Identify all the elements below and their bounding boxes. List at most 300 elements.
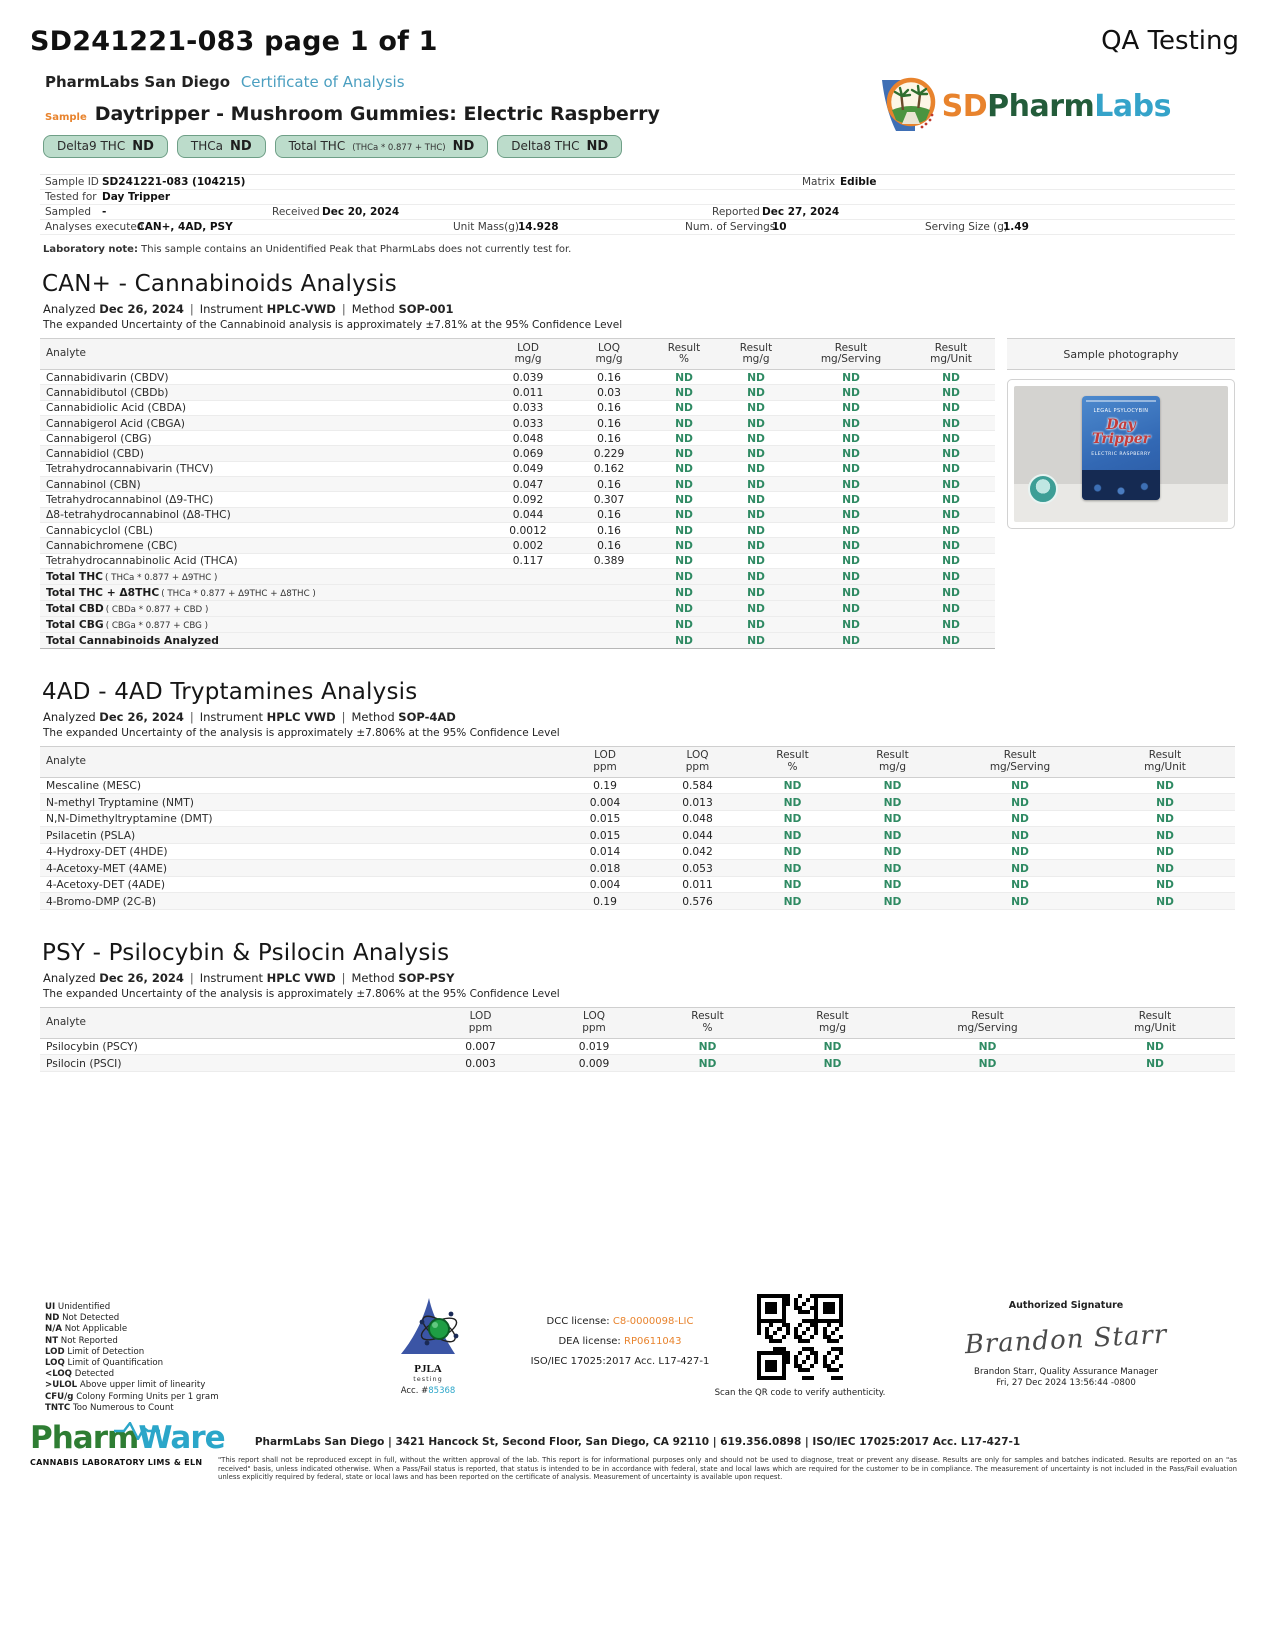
analyzed-label: Analyzed	[43, 709, 96, 724]
analyte-cell: 4-Hydroxy-DET (4HDE)	[46, 845, 168, 859]
lod-cell: 0.0012	[509, 523, 547, 537]
dea-license: DEA license: RP0611043	[558, 1336, 682, 1347]
dcc-license: DCC license: C8-0000098-LIC	[546, 1316, 694, 1327]
servings-label: Num. of Servings	[685, 221, 776, 233]
result-mgg-cell: ND	[883, 779, 902, 793]
analyte-cell: Cannabichromene (CBC)	[46, 538, 178, 552]
total-name-cell: Total CBG ( CBGa * 0.877 + CBG )	[46, 617, 209, 631]
result-mgg-cell: ND	[747, 585, 765, 599]
analyzed-value: Dec 26, 2024	[99, 302, 184, 316]
total-row	[40, 633, 995, 649]
result-mgg-cell: ND	[747, 633, 765, 647]
loq-cell: 0.16	[597, 416, 621, 430]
bag-flavor-text: ELECTRIC RASPBERRY	[1091, 452, 1151, 457]
product-bag-image	[1082, 396, 1160, 500]
result-mgserving-cell: ND	[1011, 845, 1029, 859]
lod-cell: 0.004	[589, 878, 621, 892]
method-label: Method	[351, 970, 395, 985]
result-mgunit-cell: ND	[942, 462, 960, 476]
pharmware-ware: Ware	[138, 1420, 225, 1456]
table-row	[40, 477, 995, 492]
col-lod: LOD mg/g	[514, 341, 542, 365]
result-mgserving-cell: ND	[842, 493, 860, 507]
method-label: Method	[351, 709, 395, 724]
result-mgserving-cell: ND	[1011, 861, 1029, 875]
loq-cell: 0.307	[593, 493, 625, 507]
result-pct-cell: ND	[783, 861, 802, 875]
authorized-signature-heading: Authorized Signature	[1008, 1300, 1124, 1311]
result-mgunit-cell: ND	[1156, 828, 1174, 842]
fourad-uncertainty: The expanded Uncertainty of the analysis is approximately ±7.806% at the 95% Confidence Level	[43, 726, 560, 739]
legend-item: >ULOL Above upper limit of linearity	[45, 1380, 206, 1391]
lod-cell: 0.19	[593, 779, 617, 793]
result-mgserving-cell: ND	[842, 508, 860, 522]
page-header	[0, 0, 1275, 57]
bag-brand-text: Day Tripper	[1092, 417, 1150, 447]
result-mgserving-cell: ND	[842, 601, 860, 615]
lab-name: PharmLabs San Diego	[45, 73, 231, 91]
matrix-value: Edible	[840, 176, 877, 188]
table-row	[40, 416, 995, 431]
laboratory-note-text: This sample contains an Unidentified Peak that PharmLabs does not currently test for.	[141, 244, 572, 255]
result-mgserving-cell: ND	[978, 1056, 997, 1070]
loq-cell: 0.16	[597, 523, 621, 537]
loq-cell: 0.013	[682, 795, 713, 809]
result-mgg-cell: ND	[747, 462, 765, 476]
loq-cell: 0.048	[682, 812, 713, 826]
loq-cell: 0.044	[682, 828, 713, 842]
result-badge	[177, 135, 266, 158]
analyte-cell: Tetrahydrocannabinol (Δ9-THC)	[46, 493, 214, 507]
loq-cell: 0.019	[578, 1040, 610, 1054]
lod-cell: 0.049	[512, 462, 544, 476]
sample-photography-header: Sample photography	[1007, 338, 1235, 370]
col-result-mgserving: Result mg/Serving	[957, 1010, 1018, 1034]
table-row	[40, 401, 995, 416]
result-badge	[275, 135, 489, 158]
result-badge	[497, 135, 622, 158]
result-mgg-cell: ND	[883, 894, 902, 908]
col-result-pct: Result %	[776, 749, 809, 773]
table-row	[40, 508, 995, 523]
result-mgg-cell: ND	[747, 538, 765, 552]
result-mgunit-cell: ND	[942, 447, 960, 461]
analyte-cell: Cannabigerol Acid (CBGA)	[46, 416, 185, 430]
result-pct-cell: ND	[675, 508, 693, 522]
instrument-label: Instrument	[199, 709, 263, 724]
table-row	[40, 811, 1235, 828]
result-mgg-cell: ND	[747, 401, 765, 415]
instrument-value: HPLC VWD	[266, 709, 336, 724]
analyte-cell: Cannabidibutol (CBDb)	[46, 385, 169, 399]
result-pct-cell: ND	[675, 416, 693, 430]
pulse-line-icon	[114, 1422, 160, 1440]
badge-analyte: Delta9 THC	[57, 139, 126, 153]
lod-cell: 0.004	[589, 795, 621, 809]
lod-cell: 0.19	[593, 894, 617, 908]
result-mgserving-cell: ND	[842, 385, 860, 399]
psilocybin-table	[40, 1007, 1235, 1072]
lod-cell: 0.092	[512, 493, 544, 507]
servings-value: 10	[772, 221, 787, 233]
loq-cell: 0.162	[593, 462, 625, 476]
badge-result: ND	[452, 139, 475, 154]
result-mgunit-cell: ND	[942, 569, 960, 583]
qr-code	[757, 1294, 843, 1380]
result-mgserving-cell: ND	[842, 585, 860, 599]
matrix-label: Matrix	[802, 176, 836, 188]
loq-cell: 0.16	[597, 477, 621, 491]
result-pct-cell: ND	[783, 828, 802, 842]
table-row	[40, 827, 1235, 844]
signer-name-title: Brandon Starr, Quality Assurance Manager	[974, 1367, 1158, 1377]
method-value: SOP-001	[398, 302, 454, 316]
cannabinoids-total-rows	[40, 569, 995, 649]
result-mgserving-cell: ND	[842, 416, 860, 430]
analyzed-label: Analyzed	[43, 970, 96, 985]
legend-item: LOQ Limit of Quantification	[45, 1358, 164, 1369]
result-mgunit-cell: ND	[942, 633, 960, 647]
result-mgg-cell: ND	[747, 554, 765, 568]
result-mgunit-cell: ND	[942, 401, 960, 415]
pharmlabs-emblem-icon	[874, 74, 938, 138]
pharmware-pharm: Pharm	[30, 1420, 139, 1456]
analyses-value: CAN+, 4AD, PSY	[137, 221, 233, 233]
total-row	[40, 569, 995, 585]
loq-cell: 0.16	[597, 431, 621, 445]
thc-badges	[43, 135, 1275, 158]
table-row	[40, 523, 995, 538]
loq-cell: 0.584	[682, 779, 713, 793]
report-disclaimer: "This report shall not be reproduced except in full, without the written approval of the lab. This report is for informational purposes only and should not be used to diagnose, treat or prevent any disease. Results are only for samples and batches indicated. Results are reported on an "as received" basis, unless indicated otherwise. When a Pass/Fail status is reported, that status is intended to be in accordance with federal, state and local laws which are required for the customer to be in compliance. The measurement of uncertainty is not included in the Pass/Fail evaluation unless explicitly required by federal, state or local laws and has been reported on the certificate of analysis. Measurement of uncertainty is available upon request.	[218, 1456, 1237, 1482]
sample-info-table	[40, 174, 1235, 235]
sample-photography-panel	[1007, 338, 1235, 529]
lod-cell: 0.044	[512, 508, 544, 522]
reported-label: Reported	[712, 206, 760, 218]
info-row-tested-for	[40, 190, 1235, 205]
abbreviation-legend	[45, 1302, 219, 1414]
cannabinoids-table	[40, 338, 995, 649]
result-mgg-cell: ND	[747, 569, 765, 583]
result-mgserving-cell: ND	[842, 523, 860, 537]
serving-size-value: 1.49	[1003, 221, 1029, 233]
lod-cell: 0.003	[465, 1056, 496, 1070]
signature-script: Brandon Starr	[963, 1319, 1169, 1361]
result-pct-cell: ND	[675, 601, 693, 615]
result-mgunit-cell: ND	[942, 617, 960, 631]
tryptamines-rows	[40, 778, 1235, 910]
qr-block	[755, 1294, 845, 1380]
analyte-cell: Tetrahydrocannabivarin (THCV)	[46, 462, 214, 476]
instrument-label: Instrument	[199, 302, 263, 316]
result-pct-cell: ND	[675, 523, 693, 537]
result-pct-cell: ND	[675, 617, 693, 631]
result-mgserving-cell: ND	[1011, 878, 1029, 892]
tryptamines-table-header	[40, 746, 1235, 778]
result-mgunit-cell: ND	[942, 477, 960, 491]
result-mgserving-cell: ND	[842, 431, 860, 445]
loq-cell: 0.16	[597, 538, 621, 552]
table-row	[40, 1055, 1235, 1072]
result-mgunit-cell: ND	[1146, 1056, 1164, 1070]
bag-banner	[1082, 470, 1160, 500]
result-mgserving-cell: ND	[842, 462, 860, 476]
loq-cell: 0.16	[597, 370, 621, 384]
badge-result: ND	[132, 139, 154, 154]
analyte-cell: 4-Acetoxy-DET (4ADE)	[46, 878, 166, 892]
psy-uncertainty: The expanded Uncertainty of the analysis is approximately ±7.806% at the 95% Confidence Level	[43, 987, 560, 1000]
col-analyte: Analyte	[46, 347, 86, 360]
certificate-of-analysis-label: Certificate of Analysis	[240, 73, 405, 91]
sample-photo	[1014, 386, 1228, 522]
result-pct-cell: ND	[675, 538, 693, 552]
result-mgg-cell: ND	[747, 601, 765, 615]
analyte-cell: Mescaline (MESC)	[46, 779, 142, 793]
analyte-cell: 4-Acetoxy-MET (4AME)	[46, 861, 168, 875]
badge-formula: (THCa * 0.877 + THC)	[352, 143, 446, 153]
result-mgg-cell: ND	[747, 431, 765, 445]
sample-id-value: SD241221-083 (104215)	[102, 176, 246, 188]
sampled-label: Sampled	[45, 206, 92, 218]
analyte-cell: Psilocin (PSCI)	[46, 1056, 122, 1070]
lod-cell: 0.033	[512, 416, 544, 430]
info-row-analyses	[40, 220, 1235, 235]
result-mgserving-cell: ND	[1011, 828, 1029, 842]
table-row	[40, 893, 1235, 910]
result-mgunit-cell: ND	[942, 523, 960, 537]
result-mgg-cell: ND	[823, 1040, 842, 1054]
result-badge	[43, 135, 168, 158]
result-pct-cell: ND	[783, 779, 802, 793]
sampled-value: -	[102, 206, 107, 218]
result-mgg-cell: ND	[883, 861, 902, 875]
result-pct-cell: ND	[675, 554, 693, 568]
lod-cell: 0.002	[512, 538, 544, 552]
result-mgg-cell: ND	[747, 385, 765, 399]
result-mgserving-cell: ND	[842, 401, 860, 415]
lod-cell: 0.018	[589, 861, 621, 875]
result-mgunit-cell: ND	[942, 554, 960, 568]
lod-cell: 0.069	[512, 447, 544, 461]
result-mgg-cell: ND	[883, 878, 902, 892]
badge-result: ND	[229, 139, 252, 154]
result-mgserving-cell: ND	[978, 1040, 997, 1054]
result-mgserving-cell: ND	[842, 370, 860, 384]
table-row	[40, 538, 995, 553]
total-name-cell: Total THC + Δ8THC ( THCa * 0.877 + Δ9THC + Δ8THC )	[46, 585, 316, 599]
result-mgg-cell: ND	[883, 795, 902, 809]
result-mgunit-cell: ND	[942, 585, 960, 599]
pjla-sub: testing	[413, 1375, 443, 1383]
table-row	[40, 431, 995, 446]
loq-cell: 0.011	[682, 878, 713, 892]
result-mgunit-cell: ND	[942, 493, 960, 507]
lab-address-line: PharmLabs San Diego | 3421 Hancock St, Second Floor, San Diego, CA 92110 | 619.356.0898 | ISO/IEC 17025:2017 Acc. L17-427-1	[254, 1436, 1021, 1448]
result-mgserving-cell: ND	[842, 554, 860, 568]
result-pct-cell: ND	[675, 370, 693, 384]
loq-cell: 0.389	[593, 554, 625, 568]
result-mgserving-cell: ND	[1011, 779, 1029, 793]
result-mgunit-cell: ND	[1156, 812, 1174, 826]
result-mgg-cell: ND	[747, 447, 765, 461]
analyte-cell: Cannabicyclol (CBL)	[46, 523, 153, 537]
analyte-cell: Tetrahydrocannabinolic Acid (THCA)	[46, 554, 238, 568]
can-section-meta: Analyzed Dec 26, 2024 | Instrument HPLC-VWD | Method SOP-001	[43, 302, 454, 316]
table-row	[40, 860, 1235, 877]
loq-cell: 0.576	[682, 894, 713, 908]
analyte-cell: Cannabidivarin (CBDV)	[46, 370, 169, 384]
badge-analyte: Total THC	[288, 139, 346, 153]
analyte-cell: Cannabinol (CBN)	[46, 477, 141, 491]
result-mgg-cell: ND	[747, 370, 765, 384]
result-mgserving-cell: ND	[842, 477, 860, 491]
round-sticker	[1028, 474, 1058, 504]
analyses-label: Analyses executed	[45, 221, 144, 233]
total-name-cell: Total CBD ( CBDa * 0.877 + CBD )	[46, 601, 209, 615]
loq-cell: 0.03	[597, 385, 621, 399]
signature-block	[940, 1300, 1192, 1388]
total-row	[40, 585, 995, 601]
col-loq: LOQ ppm	[582, 1010, 606, 1034]
tested-for-value: Day Tripper	[102, 191, 171, 203]
psilocybin-rows	[40, 1039, 1235, 1072]
legend-item: ND Not Detected	[45, 1313, 120, 1324]
table-row	[40, 370, 995, 385]
sample-label: Sample	[45, 112, 87, 123]
result-mgg-cell: ND	[747, 508, 765, 522]
badge-result: ND	[586, 139, 609, 154]
method-value: SOP-4AD	[398, 709, 456, 724]
result-pct-cell: ND	[675, 462, 693, 476]
badge-analyte: Delta8 THC	[511, 139, 580, 153]
result-pct-cell: ND	[675, 493, 693, 507]
result-mgg-cell: ND	[747, 416, 765, 430]
result-pct-cell: ND	[698, 1040, 717, 1054]
legend-item: CFU/g Colony Forming Units per 1 gram	[45, 1391, 219, 1402]
result-mgunit-cell: ND	[1156, 861, 1174, 875]
result-mgg-cell: ND	[883, 828, 902, 842]
lod-cell: 0.117	[512, 554, 544, 568]
loq-cell: 0.009	[578, 1056, 610, 1070]
result-pct-cell: ND	[783, 795, 802, 809]
analyte-cell: N-methyl Tryptamine (NMT)	[46, 795, 194, 809]
cannabinoids-table-header	[40, 338, 995, 370]
result-mgg-cell: ND	[883, 845, 902, 859]
col-loq: LOQ mg/g	[595, 341, 623, 365]
psilocybin-table-header	[40, 1007, 1235, 1039]
info-row-dates	[40, 205, 1235, 220]
table-row	[40, 554, 995, 569]
psy-section-title: PSY - Psilocybin & Psilocin Analysis	[42, 939, 450, 966]
info-row-sample-id	[40, 175, 1235, 190]
col-result-pct: Result %	[691, 1010, 724, 1034]
unit-mass-value: 14.928	[518, 221, 559, 233]
tryptamines-table	[40, 746, 1235, 910]
col-lod: LOD ppm	[468, 1010, 493, 1034]
table-row	[40, 385, 995, 400]
result-mgunit-cell: ND	[942, 370, 960, 384]
lod-cell: 0.011	[512, 385, 544, 399]
result-mgserving-cell: ND	[842, 633, 860, 647]
col-result-mgg: Result mg/g	[739, 341, 773, 365]
pharmware-logo	[30, 1420, 225, 1467]
result-pct-cell: ND	[783, 878, 802, 892]
badge-analyte: THCa	[190, 139, 223, 153]
sdpharmlabs-logo	[874, 74, 1171, 138]
signature-date: Fri, 27 Dec 2024 13:56:44 -0800	[996, 1378, 1136, 1388]
result-pct-cell: ND	[783, 894, 802, 908]
total-row	[40, 617, 995, 633]
result-pct-cell: ND	[675, 431, 693, 445]
result-mgserving-cell: ND	[1011, 894, 1029, 908]
table-row	[40, 794, 1235, 811]
legend-item: TNTC Too Numerous to Count	[45, 1402, 174, 1413]
serving-size-label: Serving Size (g)	[925, 221, 1008, 233]
bag-top-text: LEGAL PSYLOCYBIN	[1093, 408, 1149, 414]
instrument-value: HPLC VWD	[266, 970, 336, 985]
col-loq: LOQ ppm	[685, 749, 710, 773]
lod-cell: 0.015	[589, 828, 621, 842]
received-label: Received	[272, 206, 320, 218]
result-pct-cell: ND	[675, 385, 693, 399]
table-row	[40, 462, 995, 477]
analyte-cell: Cannabidiol (CBD)	[46, 447, 144, 461]
result-mgg-cell: ND	[823, 1056, 842, 1070]
table-row	[40, 877, 1235, 894]
result-mgunit-cell: ND	[1146, 1040, 1164, 1054]
table-row	[40, 778, 1235, 795]
pharmware-wordmark	[30, 1420, 225, 1456]
sample-name: Daytripper - Mushroom Gummies: Electric Raspberry	[94, 103, 660, 125]
lod-cell: 0.047	[512, 477, 544, 491]
legend-item: N/A Not Applicable	[45, 1324, 128, 1335]
result-mgunit-cell: ND	[942, 508, 960, 522]
sample-id-label: Sample ID	[45, 176, 99, 188]
pjla-logo-icon	[393, 1296, 463, 1358]
table-row	[40, 844, 1235, 861]
loq-cell: 0.16	[597, 508, 621, 522]
analyzed-value: Dec 26, 2024	[99, 970, 184, 985]
lod-cell: 0.048	[512, 431, 544, 445]
result-mgserving-cell: ND	[842, 538, 860, 552]
brand-labs: Labs	[1094, 88, 1171, 124]
col-result-mgunit: Result mg/Unit	[1134, 1010, 1176, 1034]
table-row	[40, 446, 995, 461]
col-analyte: Analyte	[46, 755, 86, 768]
analyzed-label: Analyzed	[43, 302, 96, 316]
lod-cell: 0.039	[512, 370, 544, 384]
result-mgunit-cell: ND	[1156, 894, 1174, 908]
result-mgunit-cell: ND	[1156, 845, 1174, 859]
laboratory-note-label: Laboratory note:	[43, 244, 138, 255]
analyte-cell: N,N-Dimethyltryptamine (DMT)	[46, 812, 213, 826]
method-label: Method	[351, 302, 395, 316]
result-mgserving-cell: ND	[842, 617, 860, 631]
result-pct-cell: ND	[675, 633, 693, 647]
col-result-mgserving: Result mg/Serving	[820, 341, 882, 365]
col-result-mgg: Result mg/g	[876, 749, 909, 773]
col-result-pct: Result %	[667, 341, 701, 365]
result-pct-cell: ND	[783, 845, 802, 859]
result-mgg-cell: ND	[747, 523, 765, 537]
unit-mass-label: Unit Mass(g)	[453, 221, 520, 233]
total-name-cell: Total THC ( THCa * 0.877 + Δ9THC )	[46, 569, 218, 583]
pjla-name: PJLA	[414, 1363, 442, 1375]
lod-cell: 0.014	[589, 845, 621, 859]
can-uncertainty: The expanded Uncertainty of the Cannabinoid analysis is approximately ±7.81% at the 95% Confidence Level	[43, 319, 623, 331]
analyte-cell: Cannabidiolic Acid (CBDA)	[46, 401, 187, 415]
result-mgunit-cell: ND	[942, 385, 960, 399]
